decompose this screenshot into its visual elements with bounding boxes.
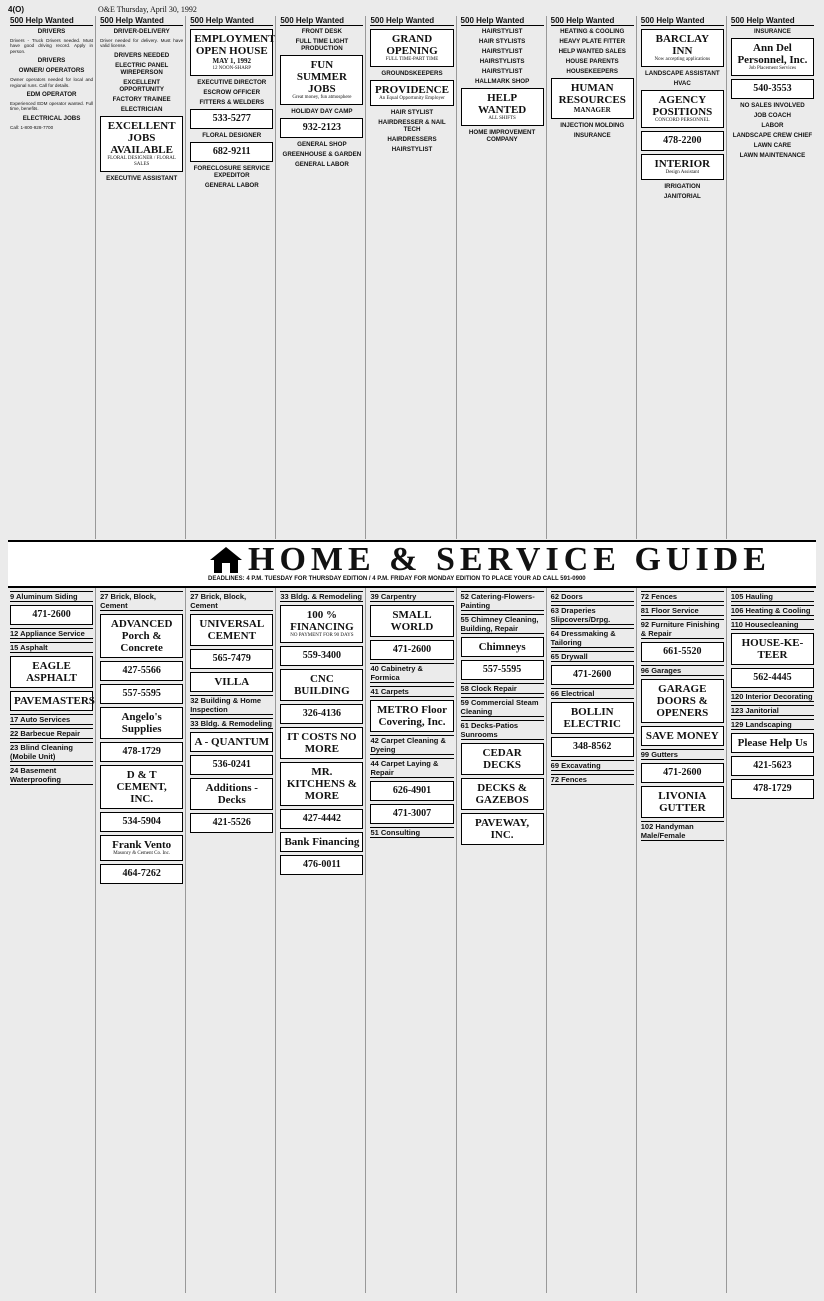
- display-ad-heading: AGENCY POSITIONS: [652, 94, 713, 118]
- display-ad: [551, 78, 634, 119]
- display-ad-heading: A - QUANTUM: [194, 736, 270, 748]
- display-ad: [280, 669, 363, 701]
- ad-title: HVAC: [673, 80, 691, 87]
- display-ad: [100, 835, 183, 861]
- section-header: 9 Aluminum Siding: [10, 591, 93, 602]
- phone-number: 471-2600: [32, 609, 71, 620]
- section-header: 40 Cabinetry & Formica: [370, 663, 453, 683]
- phone-ad: [551, 665, 634, 685]
- phone-number: 478-1729: [122, 746, 161, 757]
- display-ad: [190, 614, 273, 646]
- display-ad: [190, 778, 273, 810]
- section-header: 64 Dressmaking & Tailoring: [551, 628, 634, 648]
- ad-title: HALLMARK SHOP: [474, 78, 530, 85]
- section-header: 33 Bldg. & Remodeling: [280, 592, 363, 601]
- display-ad: [641, 786, 724, 818]
- ad-title: FLORAL DESIGNER: [202, 132, 262, 139]
- ad-title: HAIRDRESSER & NAIL TECH: [378, 119, 446, 133]
- display-ad-heading: VILLA: [214, 676, 250, 688]
- display-ad-heading: EXCELLENT JOBS AVAILABLE: [107, 119, 176, 156]
- section-header: 129 Landscaping: [731, 719, 814, 730]
- phone-ad: [461, 660, 544, 680]
- phone-number: 626-4901: [392, 785, 432, 796]
- phone-number: 476-0011: [302, 859, 341, 870]
- display-ad-detail: FULL TIME-PART TIME: [385, 57, 439, 62]
- display-ad-heading: INTERIOR: [654, 158, 711, 170]
- display-ad-heading: Angelo's Supplies: [121, 711, 162, 735]
- phone-number: 536-0241: [212, 759, 251, 770]
- phone-number: 557-5595: [122, 688, 161, 699]
- phone-number: 348-8562: [573, 741, 612, 752]
- display-ad: [190, 672, 273, 692]
- phone-number: 471-2600: [392, 644, 432, 655]
- ad-title: LANDSCAPE ASSISTANT: [645, 70, 720, 77]
- display-ad-detail: ALL SHIFTS: [488, 116, 516, 121]
- section-header: 72 Fences: [551, 774, 634, 785]
- phone-ad: [190, 755, 273, 775]
- section-header: 63 Draperies Slipcovers/Drpg.: [551, 605, 634, 625]
- ad-title: ELECTRIC PANEL WIREPERSON: [115, 61, 169, 76]
- display-ad-heading: ADVANCED Porch & Concrete: [110, 618, 173, 654]
- phone-ad: [731, 79, 814, 99]
- phone-ad: [100, 684, 183, 704]
- section-header: 105 Hauling: [731, 591, 814, 602]
- section-header: 69 Excavating: [551, 760, 634, 771]
- display-ad-subheading: MANAGER: [573, 106, 611, 114]
- ad-title: HEAVY PLATE FITTER: [559, 38, 626, 45]
- display-ad-heading: SAVE MONEY: [645, 730, 719, 742]
- phone-ad: [370, 640, 453, 660]
- column: [8, 588, 96, 1293]
- phone-number: 534-5904: [122, 816, 161, 827]
- phone-number: 682-9211: [212, 146, 251, 157]
- display-ad-heading: EAGLE ASPHALT: [26, 660, 78, 684]
- ad-title: EXECUTIVE ASSISTANT: [106, 174, 178, 182]
- ad-title: HAIR STYLISTS: [478, 38, 526, 45]
- ad-title: GROUNDSKEEPERS: [381, 70, 443, 77]
- display-ad-heading: GARAGE DOORS & OPENERS: [656, 683, 709, 719]
- help-wanted-section: [8, 16, 816, 539]
- display-ad: [370, 605, 453, 637]
- column: [549, 16, 637, 539]
- phone-ad: [280, 809, 363, 829]
- section-header: 65 Drywall: [551, 651, 634, 662]
- column: [8, 16, 96, 539]
- phone-ad: [190, 813, 273, 833]
- banner-title: HOME & SERVICE GUIDE: [248, 541, 771, 578]
- display-ad-heading: HOUSE-KE-TEER: [741, 637, 804, 661]
- column: [188, 16, 276, 539]
- service-guide-section: [8, 588, 816, 1293]
- ad-title: NO SALES INVOLVED: [740, 102, 805, 109]
- display-ad-heading: LIVONIA GUTTER: [658, 790, 707, 814]
- display-ad-heading: Frank Vento: [112, 839, 172, 851]
- display-ad-detail: Design Assistant: [665, 170, 700, 175]
- display-ad: [641, 679, 724, 723]
- phone-ad: [370, 804, 453, 824]
- ad-title: HAIRSTYLIST: [481, 48, 523, 55]
- display-ad: [100, 116, 183, 172]
- display-ad: [461, 813, 544, 845]
- phone-number: 471-2600: [663, 767, 702, 778]
- section-header: 41 Carpets: [370, 686, 453, 697]
- display-ad: [370, 700, 453, 732]
- ad-text: Experienced EDM operator wanted. Full time, benefits.: [10, 101, 94, 112]
- section-header: 24 Basement Waterproofing: [10, 765, 93, 785]
- display-ad-heading: PROVIDENCE: [375, 84, 449, 96]
- ad-title: ELECTRICAL JOBS: [22, 114, 81, 122]
- display-ad: [461, 778, 544, 810]
- section-header: 17 Auto Services: [10, 714, 93, 725]
- display-ad: [10, 656, 93, 688]
- display-ad-heading: Ann Del Personnel, Inc.: [737, 42, 808, 66]
- display-ad: [100, 707, 183, 739]
- ad-title: LAWN CARE: [753, 142, 792, 149]
- display-ad: [461, 743, 544, 775]
- section-header: 61 Decks-Patios Sunrooms: [461, 720, 544, 740]
- column: [729, 16, 816, 539]
- page-header: [8, 4, 816, 16]
- ad-title: LABOR: [761, 122, 784, 129]
- column-header: 500 Help Wanted: [10, 16, 93, 26]
- phone-ad: [280, 704, 363, 724]
- column: [549, 588, 637, 1293]
- column-header: 500 Help Wanted: [370, 16, 453, 26]
- display-ad-heading: FUN SUMMER JOBS: [296, 59, 347, 95]
- phone-ad: [731, 756, 814, 776]
- display-ad-detail: 12 NOON-SHARP: [212, 66, 252, 71]
- phone-ad: [190, 142, 273, 162]
- ad-title: DRIVER-DELIVERY: [113, 28, 170, 35]
- phone-ad: [551, 737, 634, 757]
- ad-title: EDM OPERATOR: [26, 91, 77, 99]
- section-header: 22 Barbecue Repair: [10, 728, 93, 739]
- display-ad: [190, 732, 273, 752]
- display-ad-heading: IT COSTS NO MORE: [287, 731, 357, 755]
- page-number: 4(O): [8, 5, 24, 14]
- section-header: 27 Brick, Block, Cement: [190, 591, 273, 611]
- display-ad-heading: CNC BUILDING: [294, 673, 350, 697]
- display-ad-heading: Please Help Us: [737, 737, 808, 749]
- display-ad: [280, 727, 363, 759]
- section-header: 39 Carpentry: [370, 591, 453, 602]
- ad-title: FULL TIME LIGHT PRODUCTION: [295, 38, 349, 52]
- display-ad-detail: Masonry & Cement Co. Inc.: [113, 851, 171, 856]
- ad-title: HELP WANTED SALES: [558, 48, 626, 55]
- section-header: 102 Handyman Male/Female: [641, 821, 724, 841]
- ad-title: IRRIGATION: [664, 183, 701, 190]
- phone-ad: [100, 812, 183, 832]
- ad-title: HAIRSTYLIST: [481, 68, 523, 75]
- display-ad-heading: 100 % FINANCING: [290, 609, 354, 633]
- section-header: 32 Building & Home Inspection: [190, 695, 273, 715]
- section-header: 92 Furniture Finishing & Repair: [641, 619, 724, 639]
- display-ad: [461, 637, 544, 657]
- display-ad: [280, 55, 363, 105]
- display-ad-detail: CONCORD PERSONNEL: [655, 118, 710, 123]
- display-ad-heading: D & T CEMENT, INC.: [116, 769, 167, 805]
- ad-title: FRONT DESK: [301, 28, 342, 35]
- section-header: 55 Chimney Cleaning, Building, Repair: [461, 614, 544, 634]
- display-ad: [641, 726, 724, 746]
- phone-ad: [731, 668, 814, 688]
- phone-ad: [641, 763, 724, 783]
- display-ad-heading: PAVEMASTERS: [14, 695, 95, 707]
- ad-text: Drivers - Truck Drivers needed. Must have good driving record. Apply in person.: [10, 38, 94, 54]
- column: [368, 16, 456, 539]
- ad-title: HAIRSTYLIST: [481, 28, 523, 35]
- ad-title: HOUSE PARENTS: [565, 58, 619, 65]
- column: [459, 588, 547, 1293]
- section-header: 15 Asphalt: [10, 642, 93, 653]
- phone-number: 540-3553: [753, 83, 792, 94]
- display-ad-detail: Job Placement Services: [748, 66, 797, 71]
- phone-number: 565-7479: [212, 653, 251, 664]
- section-header: 52 Catering-Flowers-Painting: [461, 591, 544, 611]
- display-ad-heading: PAVEWAY, INC.: [475, 817, 530, 841]
- display-ad-detail: Great money, fun atmosphere: [292, 95, 352, 100]
- phone-number: 557-5595: [482, 664, 522, 675]
- section-header: 110 Housecleaning: [731, 619, 814, 630]
- display-ad: [100, 614, 183, 658]
- display-ad-heading: BOLLIN ELECTRIC: [563, 706, 621, 730]
- section-header: 106 Heating & Cooling: [731, 605, 814, 616]
- section-header: 33 Bldg. & Remodeling: [190, 719, 272, 728]
- section-header: 51 Consulting: [370, 827, 453, 838]
- ad-title: GREENHOUSE & GARDEN: [282, 151, 362, 158]
- ad-title: LANDSCAPE CREW CHIEF: [732, 132, 813, 139]
- column: [98, 16, 186, 539]
- ad-text: Driver needed for delivery. Must have valid license.: [100, 38, 184, 49]
- display-ad-heading: MR. KITCHENS & MORE: [286, 766, 357, 802]
- ad-title: HOLIDAY DAY CAMP: [291, 108, 353, 115]
- column-header: 500 Help Wanted: [280, 16, 363, 26]
- ad-title: DRIVERS NEEDED: [114, 51, 170, 59]
- ad-title: DRIVERS: [37, 28, 66, 35]
- phone-number: 478-2200: [663, 135, 702, 146]
- ad-title: GENERAL SHOP: [297, 141, 347, 148]
- column: [278, 588, 366, 1293]
- ad-title: GENERAL LABOR: [294, 161, 349, 168]
- ad-title: HAIRSTYLIST: [391, 146, 433, 153]
- banner-subtitle: DEADLINES: 4 P.M. TUESDAY FOR THURSDAY EDITION / 4 P.M. FRIDAY FOR MONDAY EDITION TO PLACE YOUR AD CALL 591-0900: [208, 576, 586, 582]
- display-ad-detail: FLORAL DESIGNER / FLORAL SALES: [107, 155, 176, 167]
- house-icon: [208, 545, 244, 575]
- ad-title: EXCELLENT OPPORTUNITY: [119, 78, 165, 93]
- display-ad: [100, 765, 183, 809]
- phone-number: 471-2600: [573, 669, 612, 680]
- display-ad-heading: HUMAN RESOURCES: [558, 82, 626, 106]
- ad-title: OWNER/ OPERATORS: [18, 67, 85, 75]
- column-header: 500 Help Wanted: [190, 16, 273, 26]
- display-ad-heading: GRAND OPENING: [386, 33, 438, 57]
- display-ad: [10, 691, 93, 711]
- phone-ad: [190, 109, 273, 129]
- column: [639, 588, 727, 1293]
- phone-number: 559-3400: [302, 650, 342, 661]
- phone-ad: [641, 131, 724, 151]
- phone-ad: [10, 605, 93, 625]
- display-ad-detail: An Equal Opportunity Employer: [379, 96, 445, 101]
- display-ad: [731, 38, 814, 76]
- phone-number: 326-4136: [302, 708, 342, 719]
- section-header: 120 Interior Decorating: [730, 692, 813, 701]
- phone-ad: [280, 646, 363, 666]
- display-ad: [461, 88, 544, 126]
- display-ad: [280, 762, 363, 806]
- display-ad: [370, 29, 453, 67]
- phone-number: 562-4445: [753, 672, 792, 683]
- display-ad-heading: UNIVERSAL CEMENT: [199, 618, 265, 642]
- phone-number: 661-5520: [663, 646, 702, 657]
- section-header: 123 Janitorial: [731, 705, 814, 716]
- ad-title: ELECTRICIAN: [120, 105, 163, 113]
- ad-title: FACTORY TRAINEE: [112, 95, 171, 103]
- section-header: 81 Floor Service: [641, 605, 724, 616]
- ad-title: JANITORIAL: [663, 193, 701, 200]
- column: [729, 588, 816, 1293]
- column: [639, 16, 727, 539]
- display-ad: [641, 154, 724, 180]
- display-ad-heading: METRO Floor Covering, Inc.: [377, 704, 447, 728]
- ad-title: HOUSEKEEPERS: [566, 68, 618, 75]
- display-ad: [551, 702, 634, 734]
- display-ad-subheading: MAY 1, 1992: [212, 57, 252, 65]
- phone-ad: [280, 855, 363, 875]
- phone-number: 478-1729: [753, 783, 792, 794]
- display-ad: [641, 29, 724, 67]
- phone-number: 427-5566: [122, 665, 161, 676]
- section-header: 72 Fences: [641, 591, 724, 602]
- section-header: 12 Appliance Service: [10, 628, 93, 639]
- phone-ad: [100, 864, 183, 884]
- phone-number: 471-3007: [392, 808, 432, 819]
- home-service-guide-banner: [8, 540, 816, 588]
- phone-number: 533-5277: [212, 113, 251, 124]
- display-ad: [190, 29, 276, 76]
- display-ad: [280, 832, 363, 852]
- display-ad-heading: Chimneys: [478, 641, 526, 653]
- section-header: 96 Garages: [641, 665, 724, 676]
- column: [98, 588, 186, 1293]
- section-header: 59 Commercial Steam Cleaning: [461, 697, 544, 717]
- display-ad-detail: NO PAYMENT FOR 90 DAYS: [290, 633, 354, 638]
- display-ad-heading: DECKS & GAZEBOS: [475, 782, 529, 806]
- section-header: 58 Clock Repair: [461, 683, 544, 694]
- display-ad-heading: Bank Financing: [284, 836, 360, 848]
- ad-title: INJECTION MOLDING: [560, 122, 625, 129]
- ad-title: HAIRDRESSERS: [387, 136, 437, 143]
- phone-number: 427-4442: [302, 813, 342, 824]
- ad-title: ESCROW OFFICER: [203, 89, 261, 96]
- display-ad: [731, 733, 814, 753]
- phone-ad: [100, 661, 183, 681]
- display-ad: [370, 80, 453, 106]
- column: [459, 16, 547, 539]
- section-header: 42 Carpet Cleaning & Dyeing: [370, 735, 453, 755]
- ad-title: HAIRSTYLISTS: [479, 58, 525, 65]
- display-ad: [280, 605, 363, 643]
- ad-title: FITTERS & WELDERS: [199, 99, 265, 106]
- display-ad-heading: Additions - Decks: [205, 782, 258, 806]
- display-ad-heading: EMPLOYMENT OPEN HOUSE: [194, 33, 276, 57]
- column-header: 500 Help Wanted: [731, 16, 814, 26]
- phone-ad: [641, 642, 724, 662]
- ad-title: HEATING & COOLING: [560, 28, 625, 35]
- column: [278, 16, 366, 539]
- ad-title: EXECUTIVE DIRECTOR: [197, 79, 267, 86]
- phone-number: 421-5623: [753, 760, 792, 771]
- section-header: 27 Brick, Block, Cement: [100, 591, 183, 611]
- display-ad-heading: BARCLAY INN: [655, 33, 710, 57]
- phone-number: 932-2123: [302, 122, 342, 133]
- display-ad-heading: CEDAR DECKS: [482, 747, 522, 771]
- display-ad-detail: Now accepting applications: [654, 57, 711, 62]
- phone-ad: [370, 781, 453, 801]
- ad-title: HOME IMPROVEMENT COMPANY: [468, 129, 536, 143]
- ad-title: HAIR STYLIST: [390, 109, 434, 116]
- phone-ad: [731, 779, 814, 799]
- ad-title: JOB COACH: [753, 112, 791, 119]
- section-header: 99 Gutters: [641, 749, 724, 760]
- column-header: 500 Help Wanted: [551, 16, 634, 26]
- ad-title: DRIVERS: [37, 57, 66, 65]
- ad-title: INSURANCE: [573, 132, 611, 139]
- section-header: 62 Doors: [551, 591, 634, 602]
- phone-ad: [100, 742, 183, 762]
- phone-ad: [190, 649, 273, 669]
- display-ad: [731, 633, 814, 665]
- phone-number: 464-7262: [122, 868, 161, 879]
- display-ad: [641, 90, 724, 128]
- ad-text: Call: 1-800-928-7700: [10, 124, 54, 130]
- column-header: 500 Help Wanted: [100, 16, 183, 26]
- section-header: 44 Carpet Laying & Repair: [370, 758, 453, 778]
- phone-number: 421-5526: [212, 817, 251, 828]
- ad-title: LAWN MAINTENANCE: [739, 152, 806, 159]
- ad-text: Owner operators needed for local and regional runs. Call for details.: [10, 77, 94, 88]
- display-ad-heading: SMALL WORLD: [390, 609, 434, 633]
- display-ad-heading: HELP WANTED: [477, 92, 527, 116]
- column: [368, 588, 456, 1293]
- section-header: 66 Electrical: [551, 688, 634, 699]
- column-header: 500 Help Wanted: [461, 16, 544, 26]
- section-header: 23 Blind Cleaning (Mobile Unit): [10, 742, 93, 762]
- column-header: 500 Help Wanted: [641, 16, 724, 26]
- ad-title: INSURANCE: [754, 28, 791, 35]
- column: [188, 588, 276, 1293]
- ad-title: FORECLOSURE SERVICE EXPEDITOR: [193, 165, 270, 179]
- phone-ad: [280, 118, 363, 138]
- ad-title: GENERAL LABOR: [204, 182, 259, 189]
- paper-date-line: O&E Thursday, April 30, 1992: [98, 5, 197, 14]
